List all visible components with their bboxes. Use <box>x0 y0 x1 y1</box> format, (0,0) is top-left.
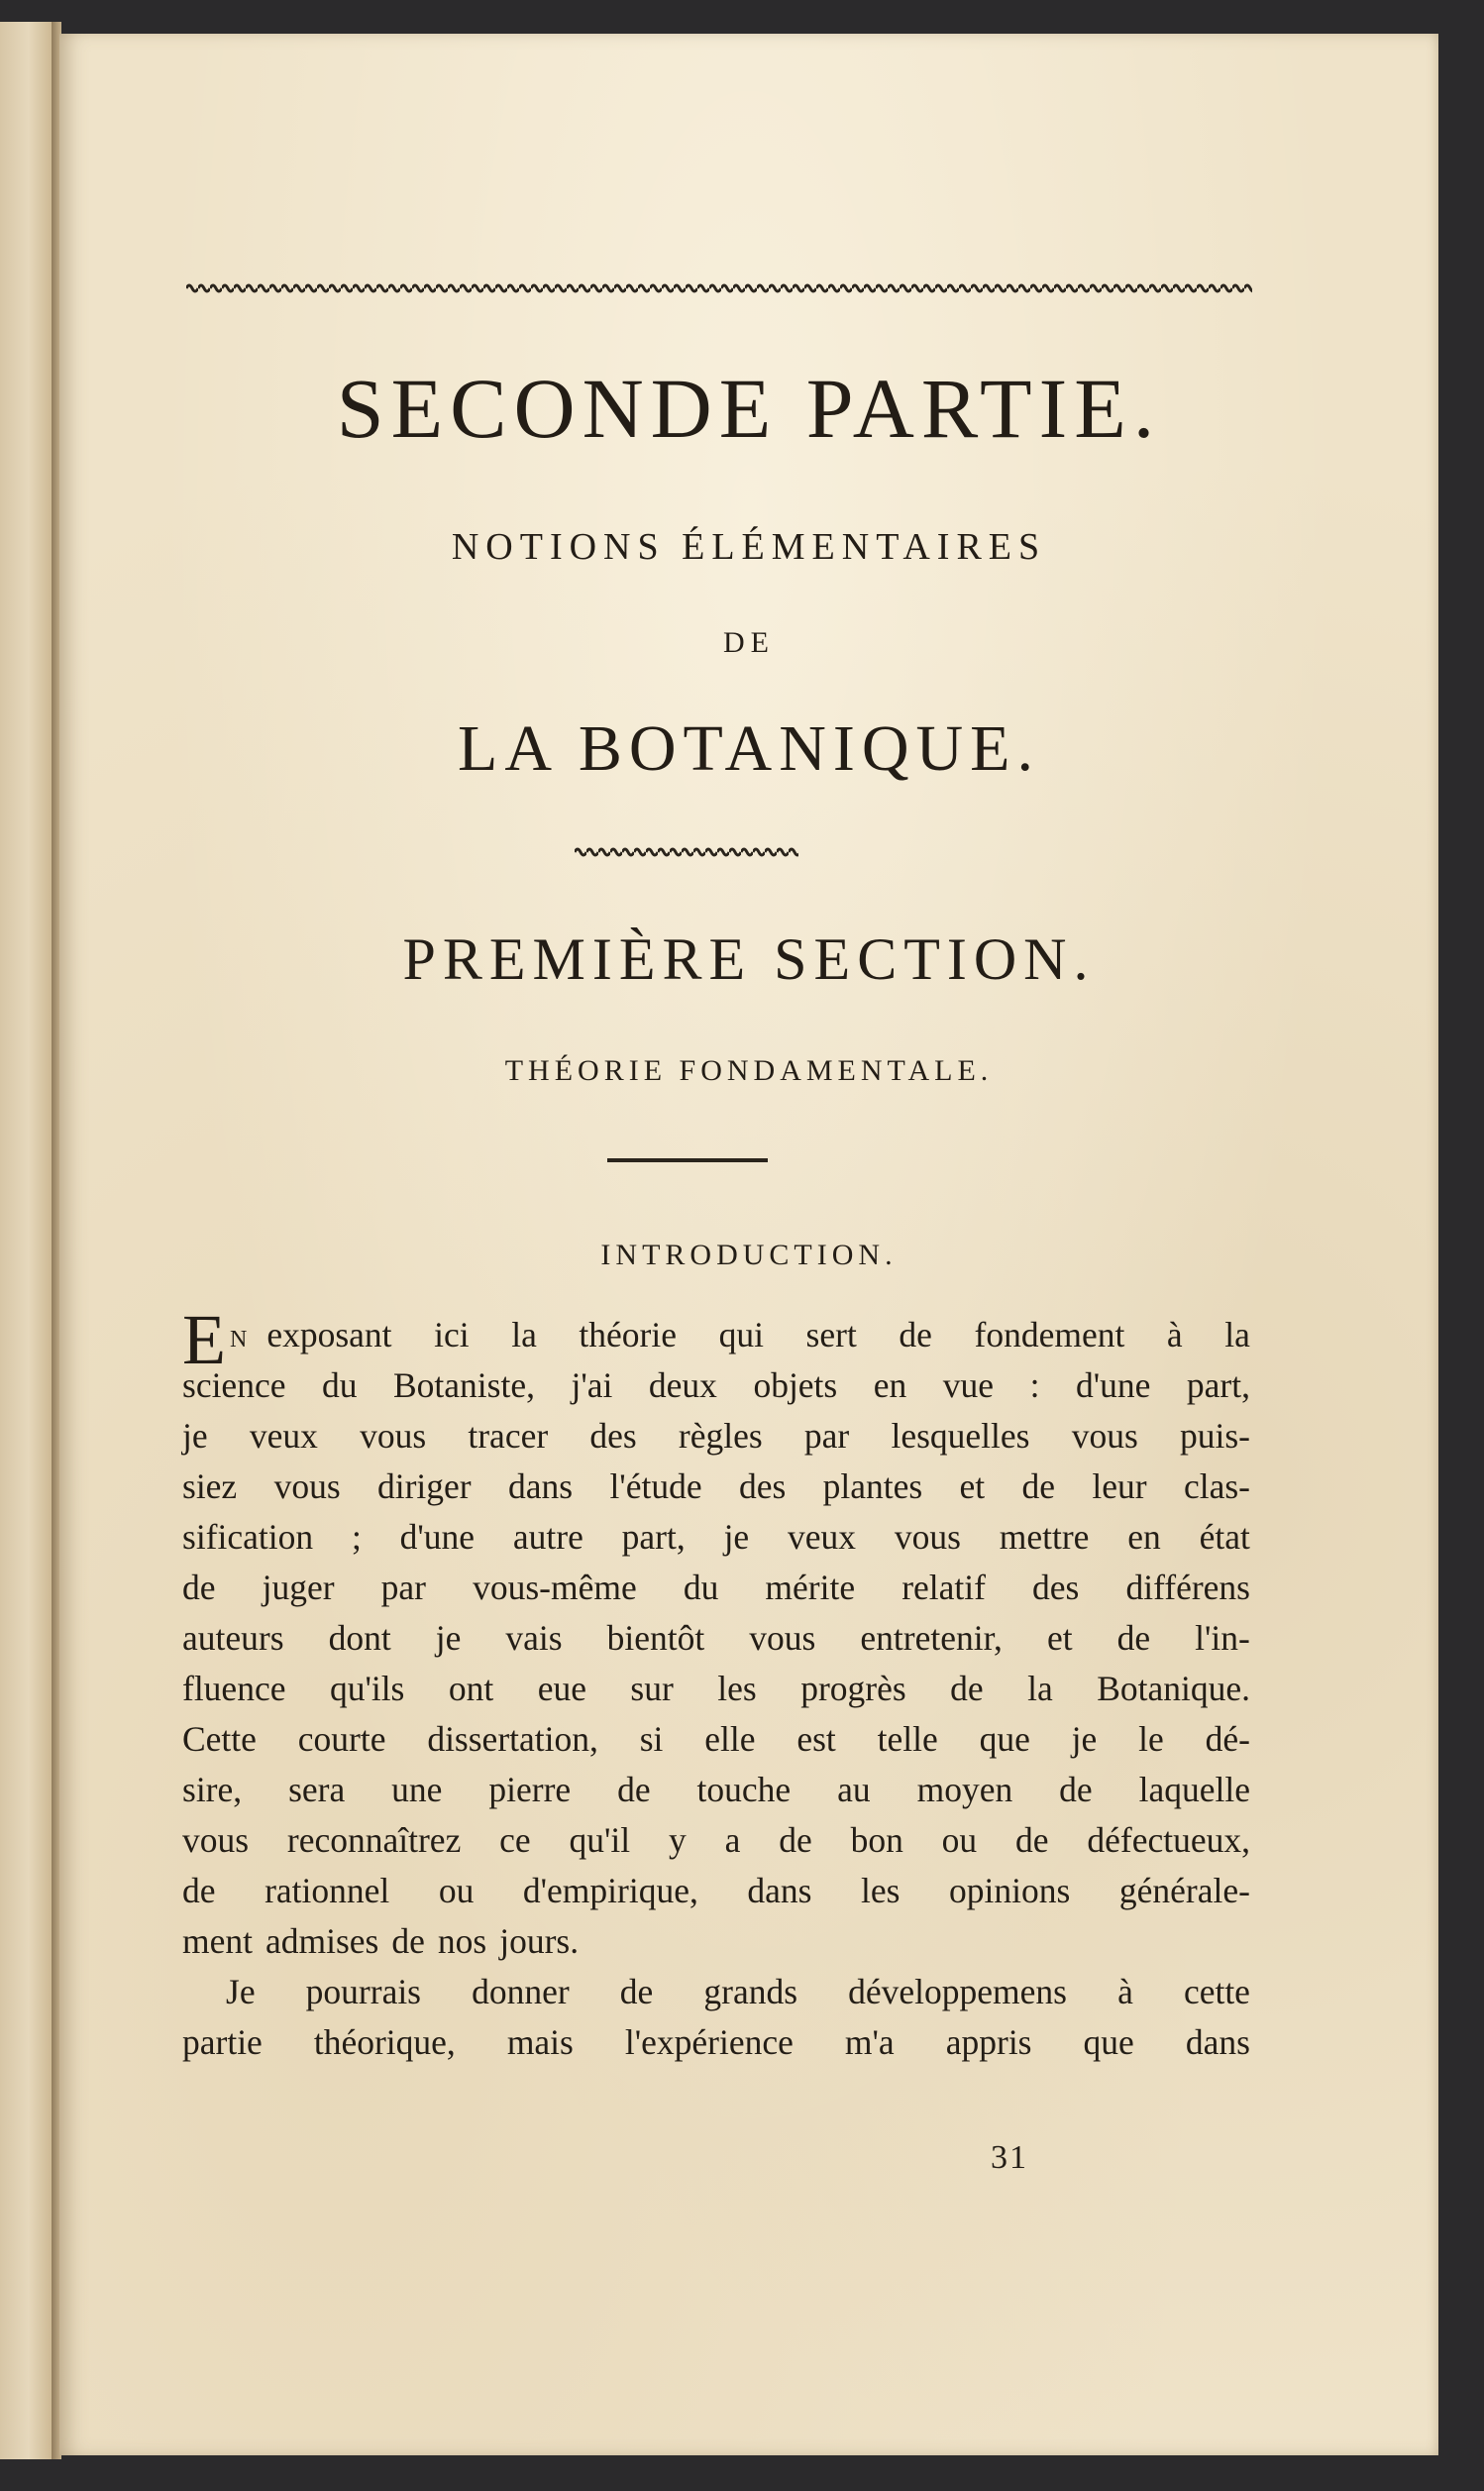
word: nos <box>437 1921 487 1961</box>
word: que <box>979 1719 1030 1759</box>
word: des <box>738 1466 787 1506</box>
word: sert <box>805 1315 857 1354</box>
word: siez <box>182 1466 238 1506</box>
middle-ornament-rule <box>575 844 798 858</box>
text-line <box>182 1563 1250 1613</box>
word: en <box>1127 1517 1161 1557</box>
word: d'une <box>399 1517 476 1557</box>
word: vous <box>182 1820 250 1860</box>
word: vous <box>273 1466 341 1506</box>
word: dans <box>1185 2022 1250 2062</box>
word: tracer <box>468 1416 549 1456</box>
word: donner <box>472 1972 570 2011</box>
word: théorique, <box>313 2022 456 2062</box>
word: ont <box>448 1669 494 1708</box>
word: si <box>639 1719 664 1759</box>
word: ce <box>499 1820 531 1860</box>
word: théorie <box>579 1315 677 1354</box>
word: l'expérience <box>624 2022 794 2062</box>
word: appris <box>945 2022 1032 2062</box>
word: je <box>1071 1719 1098 1759</box>
word: d'une <box>1075 1365 1151 1405</box>
part-subtitle-de: DE <box>723 626 775 659</box>
word: objets <box>753 1365 838 1405</box>
word: veux <box>788 1517 857 1557</box>
word: développemens <box>848 1972 1067 2011</box>
word: j'ai <box>571 1365 613 1405</box>
word: rationnel <box>265 1871 390 1910</box>
word: relatif <box>901 1568 986 1607</box>
word: diriger <box>377 1466 472 1506</box>
word: grands <box>703 1972 798 2011</box>
word: par <box>380 1568 426 1607</box>
word: et <box>959 1466 986 1506</box>
word: de <box>1116 1618 1151 1658</box>
word: de <box>1021 1466 1056 1506</box>
wavy-rule-icon <box>186 279 1252 295</box>
text-line <box>182 1714 1250 1765</box>
word: dans <box>747 1871 812 1910</box>
word: mérite <box>765 1568 856 1607</box>
word: des <box>1032 1568 1080 1607</box>
word: Je <box>226 1972 256 2011</box>
part-subtitle-botanique: LA BOTANIQUE. <box>458 712 1040 785</box>
word: est <box>796 1719 836 1759</box>
word: je <box>723 1517 750 1557</box>
text-line <box>182 1613 1250 1664</box>
word: vue <box>942 1365 995 1405</box>
text-line <box>182 1512 1250 1563</box>
word: part, <box>1186 1365 1250 1405</box>
word: vous <box>894 1517 961 1557</box>
word: touche <box>696 1770 792 1809</box>
word: sur <box>630 1669 674 1708</box>
word: de <box>899 1315 932 1354</box>
word: le <box>1138 1719 1164 1759</box>
word: des <box>589 1416 637 1456</box>
word: mais <box>506 2022 574 2062</box>
drop-cap-rest: N <box>229 1327 250 1353</box>
word: progrès <box>800 1669 906 1708</box>
part-title: SECONDE PARTIE. <box>336 361 1162 456</box>
word: qui <box>718 1315 764 1354</box>
word: je <box>435 1618 462 1658</box>
wavy-rule-icon <box>575 844 798 858</box>
word: sification <box>182 1517 314 1557</box>
word: telle <box>877 1719 938 1759</box>
text-line <box>182 1300 1250 1379</box>
word: laquelle <box>1138 1770 1250 1809</box>
word: de <box>1015 1820 1049 1860</box>
word: autre <box>512 1517 583 1557</box>
word: bientôt <box>606 1618 705 1658</box>
word: science <box>182 1365 286 1405</box>
facing-page-edge <box>0 22 53 2459</box>
text-line <box>182 1916 1250 1967</box>
word: règles <box>678 1416 763 1456</box>
word: puis- <box>1179 1416 1250 1456</box>
word: vous-même <box>473 1568 637 1607</box>
word: exposant <box>266 1315 392 1354</box>
word: du <box>683 1568 719 1607</box>
word: ou <box>941 1820 978 1860</box>
word: entretenir, <box>860 1618 1003 1658</box>
drop-cap: E <box>182 1300 226 1379</box>
word: ici <box>434 1315 470 1354</box>
word: de <box>182 1568 216 1607</box>
section-divider <box>607 1158 768 1162</box>
word: sire, <box>182 1770 243 1809</box>
word: et <box>1046 1618 1073 1658</box>
word: eue <box>537 1669 586 1708</box>
word: en <box>873 1365 907 1405</box>
word: Botaniste, <box>393 1365 535 1405</box>
introduction-title: INTRODUCTION. <box>600 1239 898 1271</box>
word: y <box>669 1820 687 1860</box>
text-line <box>182 2017 1250 2068</box>
word: clas- <box>1183 1466 1250 1506</box>
word: l'étude <box>609 1466 702 1506</box>
top-ornament-rule <box>186 279 1252 295</box>
word: de <box>779 1820 812 1860</box>
text-line <box>182 1360 1250 1411</box>
word: différens <box>1125 1568 1250 1607</box>
word: jours. <box>499 1921 580 1961</box>
word: pourrais <box>305 1972 422 2011</box>
word: la <box>1027 1669 1053 1708</box>
word: de <box>619 1972 654 2011</box>
word: dissertation, <box>427 1719 598 1759</box>
word: de <box>182 1871 216 1910</box>
text-line <box>182 1411 1250 1462</box>
word: dé- <box>1205 1719 1250 1759</box>
word: lesquelles <box>891 1416 1030 1456</box>
text-line-content <box>266 1310 1250 1360</box>
word: partie <box>182 2022 263 2062</box>
section-subtitle: THÉORIE FONDAMENTALE. <box>504 1054 994 1087</box>
word: vous <box>749 1618 816 1658</box>
word: au <box>837 1770 871 1809</box>
word: de <box>391 1921 425 1961</box>
word: générale- <box>1118 1871 1250 1910</box>
word: fluence <box>182 1669 286 1708</box>
word: vous <box>360 1416 427 1456</box>
word: par <box>803 1416 850 1456</box>
word: les <box>861 1871 901 1910</box>
word: l'in- <box>1195 1618 1250 1658</box>
text-line <box>182 1815 1250 1866</box>
word: pierre <box>488 1770 572 1809</box>
word: reconnaîtrez <box>286 1820 462 1860</box>
word: sera <box>288 1770 346 1809</box>
word: défectueux, <box>1087 1820 1250 1860</box>
word: dont <box>328 1618 391 1658</box>
word: courte <box>297 1719 386 1759</box>
word: veux <box>249 1416 318 1456</box>
word: de <box>950 1669 984 1708</box>
word: la <box>511 1315 537 1354</box>
word: : <box>1029 1365 1040 1405</box>
word: la <box>1224 1315 1250 1354</box>
word: que <box>1083 2022 1134 2062</box>
word: vais <box>505 1618 563 1658</box>
word: elle <box>704 1719 756 1759</box>
word: mettre <box>999 1517 1090 1557</box>
word: une <box>391 1770 443 1809</box>
word: admises <box>265 1921 379 1961</box>
text-line <box>182 1664 1250 1714</box>
word: a <box>724 1820 741 1860</box>
word: d'empirique, <box>522 1871 698 1910</box>
word: leur <box>1092 1466 1147 1506</box>
word: qu'il <box>569 1820 631 1860</box>
word: ; <box>351 1517 362 1557</box>
book-page <box>59 34 1438 2455</box>
word: m'a <box>844 2022 895 2062</box>
word: ou <box>438 1871 475 1910</box>
word: dans <box>508 1466 574 1506</box>
section-title: PREMIÈRE SECTION. <box>402 926 1096 992</box>
word: bon <box>850 1820 903 1860</box>
text-line <box>182 1462 1250 1512</box>
text-line <box>182 1866 1250 1916</box>
word: ment <box>182 1921 253 1961</box>
word: cette <box>1183 1972 1250 2011</box>
word: Cette <box>182 1719 257 1759</box>
text-line <box>182 1967 1250 2017</box>
word: je <box>182 1416 208 1456</box>
word: vous <box>1071 1416 1138 1456</box>
word: de <box>617 1770 651 1809</box>
word: de <box>1059 1770 1093 1809</box>
word: qu'ils <box>329 1669 405 1708</box>
word: juger <box>262 1568 335 1607</box>
word: à <box>1166 1315 1183 1354</box>
word: part, <box>621 1517 686 1557</box>
word: plantes <box>822 1466 923 1506</box>
word: auteurs <box>182 1618 284 1658</box>
word: état <box>1199 1517 1250 1557</box>
word: deux <box>648 1365 717 1405</box>
introduction-text <box>182 1300 1250 2068</box>
word: du <box>321 1365 358 1405</box>
word: fondement <box>974 1315 1125 1354</box>
word: opinions <box>949 1871 1071 1910</box>
word: les <box>717 1669 757 1708</box>
word: à <box>1117 1972 1133 2011</box>
part-subtitle: NOTIONS ÉLÉMENTAIRES <box>451 526 1047 568</box>
page-number: 31 <box>991 2139 1028 2176</box>
word: moyen <box>916 1770 1013 1809</box>
text-line <box>182 1765 1250 1815</box>
word: Botanique. <box>1097 1669 1250 1708</box>
